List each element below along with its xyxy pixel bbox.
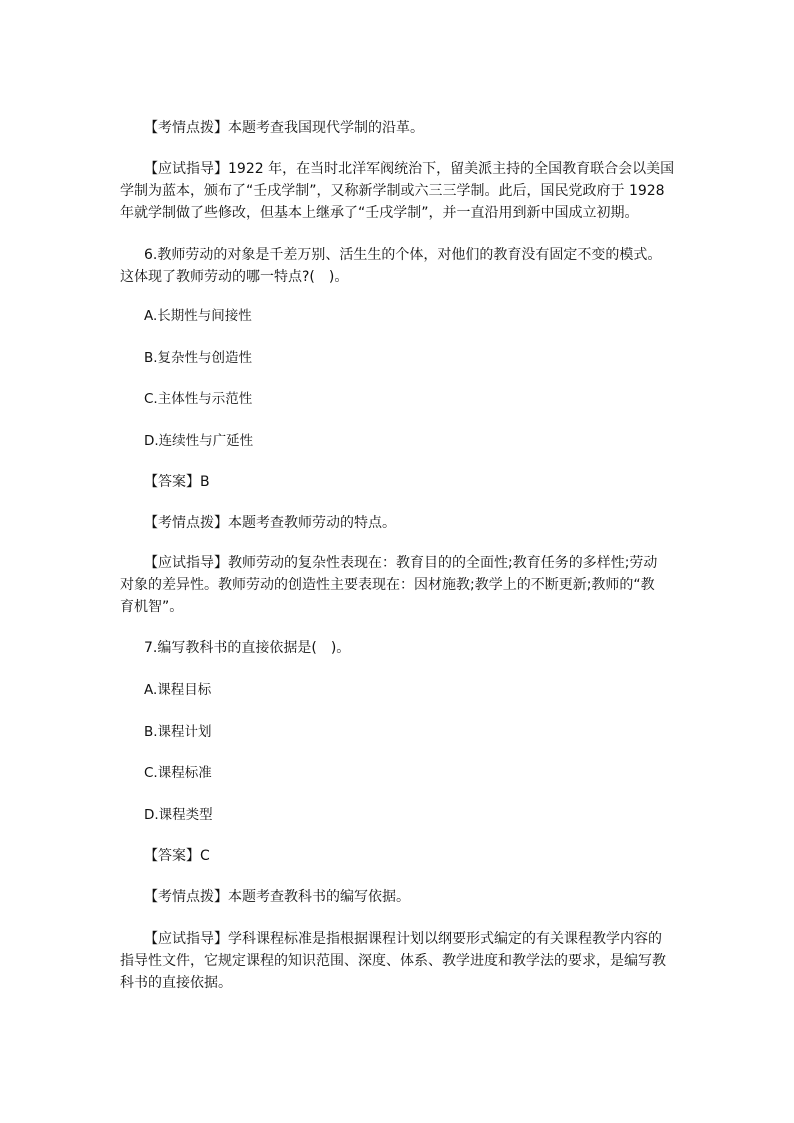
answer-7 — [120, 845, 670, 867]
text-line: 育机智”。 — [120, 599, 184, 615]
text-line: B.课程计划 — [144, 724, 212, 740]
q7-option-b — [120, 721, 670, 743]
exam-point-1 — [120, 117, 670, 139]
text-line: B.复杂性与创造性 — [144, 350, 253, 366]
text-line: 6.教师劳动的对象是千差万别、活生生的个体，对他们的教育没有固定不变的模式。 — [144, 247, 662, 263]
text-line: C.课程标准 — [144, 765, 212, 781]
text-line: 指导性文件，它规定课程的知识范围、深度、体系、教学进度和教学法的要求，是编写教 — [120, 953, 666, 969]
guide-1 — [120, 158, 675, 224]
text-line: 【应试指导】教师劳动的复杂性表现在：教育目的的全面性;教育任务的多样性;劳动 — [144, 555, 658, 571]
question-6 — [120, 244, 670, 288]
text-line: 【考情点拨】本题考查教科书的编写依据。 — [144, 889, 410, 905]
text-line: A.课程目标 — [144, 682, 212, 698]
text-line: 这体现了教师劳动的哪一特点?( )。 — [120, 269, 349, 285]
text-line: 【应试指导】学科课程标准是指根据课程计划以纲要形式编定的有关课程教学内容的 — [144, 931, 662, 947]
text-line: 【考情点拨】本题考查教师劳动的特点。 — [144, 515, 396, 531]
question-7 — [120, 637, 670, 659]
exam-point-7 — [120, 886, 670, 908]
q7-option-d — [120, 804, 670, 826]
text-line: 【答案】B — [144, 474, 210, 490]
answer-6 — [120, 471, 670, 493]
text-line: 学制为蓝本，颁布了“壬戌学制”，又称新学制或六三三学制。此后，国民党政府于 1928 — [120, 183, 665, 199]
q6-option-a — [120, 305, 670, 327]
text-line: 对象的差异性。教师劳动的创造性主要表现在：因材施教;教学上的不断更新;教师的“教 — [120, 577, 655, 593]
text-line: D.连续性与广延性 — [144, 433, 254, 449]
text-line: 科书的直接依据。 — [120, 975, 232, 991]
q6-option-b — [120, 347, 670, 369]
text-line: 【应试指导】1922 年，在当时北洋军阀统治下，留美派主持的全国教育联合会以美国 — [144, 161, 675, 177]
exam-point-6 — [120, 512, 670, 534]
text-line: D.课程类型 — [144, 807, 213, 823]
text-line: C.主体性与示范性 — [144, 391, 253, 407]
text-line: 【答案】C — [144, 848, 210, 864]
text-line: 7.编写教科书的直接依据是( )。 — [144, 640, 351, 656]
q7-option-a — [120, 679, 670, 701]
text-line: 【考情点拨】本题考查我国现代学制的沿革。 — [144, 120, 424, 136]
text-line: A.长期性与间接性 — [144, 308, 252, 324]
text-line: 年就学制做了些修改，但基本上继承了“壬戌学制”，并一直沿用到新中国成立初期。 — [120, 205, 639, 221]
q6-option-c — [120, 388, 670, 410]
guide-7 — [120, 928, 670, 994]
guide-6 — [120, 552, 670, 618]
q6-option-d — [120, 430, 670, 452]
q7-option-c — [120, 762, 670, 784]
